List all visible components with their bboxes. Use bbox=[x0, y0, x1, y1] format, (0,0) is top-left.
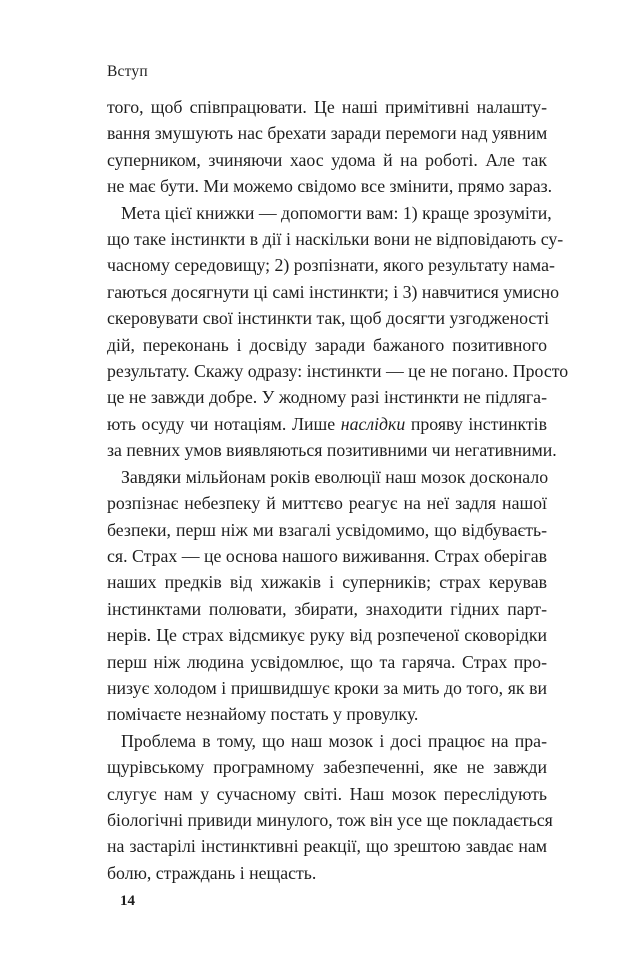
page-number: 14 bbox=[120, 893, 135, 909]
text-line: слугує нам у сучасному світі. Наш мозок переслідують bbox=[107, 783, 547, 804]
text-segment: ють осуду чи нотаціям. Лише bbox=[107, 413, 341, 434]
text-line: нерів. Це страх відсмикує руку від розпеченої сковорідки bbox=[107, 625, 547, 646]
paragraph-last-line: помічаєте незнайому постать у провулку. bbox=[107, 704, 419, 725]
text-line: дій, переконань і досвіду заради бажаного позитивного bbox=[107, 334, 547, 355]
text-line: скеровувати свої інстинкти так, щоб досягти узгодженості bbox=[107, 308, 550, 329]
text-line: суперником, зчиняючи хаос удома й на роботі. Але так bbox=[107, 149, 547, 170]
text-line: ся. Страх — це основа нашого виживання. Страх оберігав bbox=[107, 545, 547, 566]
text-line: перш ніж людина усвідомлює, що та гаряча. Страх про- bbox=[107, 651, 547, 672]
paragraph-first-line: Мета цієї книжки — допомогти вам: 1) краще зрозуміти, bbox=[121, 202, 552, 223]
text-line: що таке інстинкти в дії і наскільки вони не відповідають су- bbox=[107, 229, 564, 250]
text-line: часному середовищу; 2) розпізнати, якого результату нама- bbox=[107, 255, 555, 276]
text-line: розпізнає небезпеку й миттєво реагує на неї задля нашої bbox=[107, 493, 547, 514]
text-line: це не завжди добре. У жодному разі інстинкти не підляга- bbox=[107, 387, 547, 408]
text-line: гаються досягнути ці самі інстинкти; і 3) навчитися умисно bbox=[107, 281, 560, 302]
text-line: результату. Скажу одразу: інстинкти — це не погано. Просто bbox=[107, 361, 569, 382]
paragraph-last-line: болю, страждань і нещасть. bbox=[107, 862, 317, 883]
text-line: вання змушують нас брехати заради перемоги над уявним bbox=[107, 123, 548, 144]
text-line: наших предків від хижаків і суперників; страх керував bbox=[107, 572, 547, 593]
text-line: того, щоб співпрацювати. Це наші примітивні налашту- bbox=[107, 97, 547, 117]
text-line: біологічні привиди минулого, тож він усе ще покладається bbox=[107, 809, 553, 830]
paragraph-first-line: Проблема в тому, що наш мозок і досі працює на пра- bbox=[121, 730, 547, 751]
paragraph-last-line: за певних умов виявляються позитивними чи негативними. bbox=[107, 440, 557, 461]
paragraph-first-line: Завдяки мільйонам років еволюції наш мозок досконало bbox=[121, 466, 549, 487]
text-line: щурівському програмному забезпеченні, яке не завжди bbox=[107, 757, 547, 778]
text-line: безпеки, перш ніж ми взагалі усвідомимо, що відбуваєть- bbox=[107, 519, 547, 540]
text-line: інстинктами полювати, збирати, знаходити гідних парт- bbox=[107, 598, 547, 619]
running-header: Вступ bbox=[107, 63, 148, 80]
body-text bbox=[107, 94, 569, 886]
text-line: низує холодом і пришвидшує кроки за мить до того, як ви bbox=[107, 677, 547, 698]
text-line: на застарілі інстинктивні реакції, що зрештою завдає нам bbox=[107, 836, 547, 857]
text-segment: прояву інстинктів bbox=[405, 413, 547, 434]
italic-emphasis: наслідки bbox=[340, 413, 406, 434]
text-line-with-emphasis bbox=[107, 411, 547, 437]
text-line: не має бути. Ми можемо свідомо все змінити, прямо зараз. bbox=[107, 176, 553, 197]
